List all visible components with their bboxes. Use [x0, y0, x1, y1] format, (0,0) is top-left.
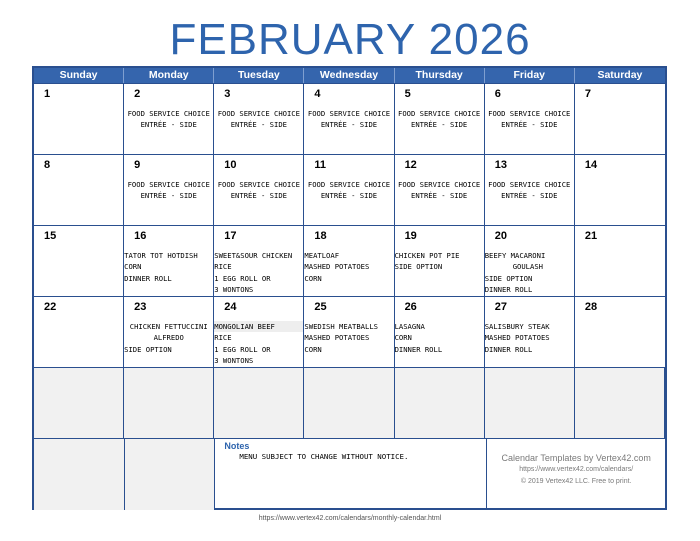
menu-line: ENTRÉE - SIDE: [320, 191, 378, 201]
day-cell[interactable]: [395, 155, 485, 225]
day-cell[interactable]: [304, 84, 394, 154]
menu-text: [304, 179, 393, 202]
menu-text: [214, 108, 303, 131]
menu-text: [395, 108, 484, 131]
menu-line: ENTRÉE - SIDE: [320, 120, 378, 130]
menu-line: TATOR TOT HOTDISH: [124, 251, 198, 260]
menu-line: RICE: [214, 333, 232, 343]
weekday-tuesday: Tuesday: [214, 68, 304, 83]
menu-line: CORN: [124, 262, 142, 272]
day-number: 16: [134, 230, 147, 242]
menu-text: [395, 321, 484, 355]
weekday-saturday: Saturday: [597, 69, 643, 81]
menu-text: [485, 179, 574, 202]
notes-row: [34, 438, 665, 510]
weekday-friday: Friday: [485, 68, 575, 83]
menu-line: 1 EGG ROLL OR: [214, 273, 271, 283]
menu-line: CORN: [394, 333, 412, 343]
day-number: 26: [404, 301, 417, 313]
day-number: 5: [404, 88, 411, 100]
empty-day-cell: [395, 368, 485, 438]
weekday-monday: Monday: [124, 68, 214, 83]
menu-line: RICE: [214, 262, 232, 272]
menu-text: [485, 250, 574, 295]
day-number: 8: [44, 159, 51, 171]
day-cell[interactable]: [304, 155, 394, 225]
menu-line: CORN: [304, 273, 322, 283]
menu-line: BEEFY MACARONI: [484, 251, 546, 260]
menu-line: CHICKEN FETTUCCINI: [129, 322, 208, 331]
weekday-thursday: Thursday: [395, 68, 485, 83]
menu-line: 3 WONTONS: [214, 284, 254, 294]
menu-line: MONGOLIAN BEEF: [214, 321, 303, 332]
day-cell[interactable]: [575, 226, 665, 296]
day-number: 24: [224, 301, 237, 313]
day-number: 12: [404, 159, 417, 171]
day-number: 22: [44, 301, 57, 313]
day-number: 17: [224, 230, 237, 242]
menu-text: [395, 250, 484, 273]
day-cell[interactable]: [485, 226, 575, 296]
menu-line: ENTRÉE - SIDE: [230, 120, 287, 130]
page-title: FEBRUARY 2026: [169, 15, 531, 64]
menu-text: [124, 108, 213, 131]
day-cell[interactable]: [214, 226, 304, 296]
day-cell[interactable]: [304, 297, 394, 367]
notes-section: [215, 439, 487, 510]
credit-url[interactable]: https://www.vertex42.com/calendars/: [519, 466, 634, 473]
menu-line: SIDE OPTION: [484, 273, 533, 283]
week-row: [34, 296, 665, 367]
menu-line: FOOD SERVICE CHOICE: [398, 109, 481, 118]
day-cell[interactable]: [124, 297, 214, 367]
day-cell[interactable]: [485, 84, 575, 154]
menu-text: [485, 321, 574, 355]
day-cell[interactable]: [34, 297, 124, 367]
empty-day-cell: [304, 368, 394, 438]
day-number: 21: [584, 230, 598, 242]
menu-line: FOOD SERVICE CHOICE: [307, 109, 391, 118]
credits-section: [487, 439, 665, 510]
menu-line: ALFREDO: [153, 333, 184, 343]
notes-text: MENU SUBJECT TO CHANGE WITHOUT NOTICE.: [239, 452, 409, 461]
day-cell[interactable]: [395, 297, 485, 367]
day-number: 6: [494, 88, 501, 100]
day-number: 20: [494, 230, 507, 242]
credit-title: Calendar Templates by Vertex42.com: [501, 453, 651, 463]
menu-text: [124, 179, 213, 202]
menu-line: 1 EGG ROLL OR: [214, 344, 271, 354]
day-number: 10: [224, 159, 237, 171]
menu-line: FOOD SERVICE CHOICE: [127, 180, 210, 189]
menu-line: ENTRÉE - SIDE: [140, 191, 197, 201]
day-cell[interactable]: [214, 297, 304, 367]
menu-line: FOOD SERVICE CHOICE: [217, 180, 300, 189]
day-cell[interactable]: [575, 84, 665, 154]
day-number: 28: [584, 301, 598, 313]
day-number: 23: [134, 301, 147, 313]
day-cell[interactable]: [34, 84, 124, 154]
menu-line: ENTRÉE - SIDE: [501, 120, 558, 130]
day-number: 18: [314, 230, 327, 242]
day-cell[interactable]: [575, 155, 665, 225]
day-cell[interactable]: [214, 155, 304, 225]
menu-line: FOOD SERVICE CHOICE: [217, 109, 300, 118]
day-number: 14: [584, 159, 598, 171]
menu-line: FOOD SERVICE CHOICE: [307, 180, 391, 189]
menu-line: SWEDISH MEATBALLS: [304, 322, 378, 331]
day-cell[interactable]: [575, 297, 665, 367]
empty-week-row: [34, 367, 665, 438]
menu-text: [214, 179, 303, 202]
menu-line: MASHED POTATOES: [304, 262, 370, 272]
week-row: [34, 83, 665, 154]
notes-label: Notes: [224, 441, 250, 451]
day-number: 9: [134, 159, 141, 171]
menu-text: [395, 179, 484, 202]
day-cell[interactable]: [304, 226, 394, 296]
day-cell[interactable]: [395, 84, 485, 154]
week-row: [34, 154, 665, 225]
menu-line: SALISBURY STEAK: [484, 322, 550, 331]
empty-day-cell: [485, 368, 575, 438]
menu-line: DINNER ROLL: [484, 344, 533, 354]
empty-day-cell: [34, 439, 125, 510]
menu-text: [485, 108, 574, 131]
menu-line: SWEET&SOUR CHICKEN: [214, 251, 293, 260]
menu-text: [214, 250, 303, 295]
menu-line: ENTRÉE - SIDE: [411, 120, 468, 130]
day-cell[interactable]: [124, 155, 214, 225]
day-cell[interactable]: [485, 297, 575, 367]
empty-day-cell: [34, 368, 124, 438]
menu-line: ENTRÉE - SIDE: [140, 120, 197, 130]
day-cell[interactable]: [124, 84, 214, 154]
day-cell[interactable]: [124, 226, 214, 296]
menu-line: DINNER ROLL: [394, 344, 443, 354]
menu-text: [124, 321, 213, 355]
menu-line: SIDE OPTION: [394, 262, 443, 272]
day-number: 4: [314, 88, 321, 100]
menu-text: [304, 321, 393, 355]
day-number: 13: [494, 159, 507, 171]
day-number: 3: [224, 88, 231, 100]
weekday-wednesday: Wednesday: [304, 68, 394, 83]
empty-day-cell: [125, 439, 216, 510]
day-number: 15: [44, 230, 57, 242]
menu-text: [124, 250, 213, 284]
empty-day-cell: [124, 368, 214, 438]
day-cell[interactable]: [485, 155, 575, 225]
menu-line: MASHED POTATOES: [304, 333, 370, 343]
day-number: 27: [494, 301, 507, 313]
menu-text: [304, 250, 393, 284]
day-number: 11: [314, 159, 327, 171]
day-cell[interactable]: [395, 226, 485, 296]
menu-text: [304, 108, 393, 131]
menu-line: FOOD SERVICE CHOICE: [488, 109, 571, 118]
day-number: 1: [44, 88, 51, 100]
credit-copyright: © 2019 Vertex42 LLC. Free to print.: [520, 478, 632, 485]
day-cell[interactable]: [214, 84, 304, 154]
menu-line: ENTRÉE - SIDE: [411, 191, 468, 201]
day-number: 2: [134, 88, 141, 100]
weekday-header: [34, 68, 665, 83]
empty-day-cell: [575, 368, 665, 438]
menu-line: ENTRÉE - SIDE: [501, 191, 558, 201]
day-number: 25: [314, 301, 327, 313]
menu-line: MEATLOAF: [304, 251, 340, 260]
menu-line: DINNER ROLL: [124, 273, 172, 283]
empty-day-cell: [214, 368, 304, 438]
day-number: 19: [404, 230, 417, 242]
menu-line: LASAGNA: [394, 322, 425, 331]
menu-line: GOULASH: [512, 262, 543, 272]
day-number: 7: [584, 88, 591, 100]
menu-line: FOOD SERVICE CHOICE: [488, 180, 571, 189]
day-cell[interactable]: [34, 155, 124, 225]
menu-line: SIDE OPTION: [124, 344, 172, 354]
menu-line: FOOD SERVICE CHOICE: [398, 180, 481, 189]
menu-line: 3 WONTONS: [214, 355, 254, 365]
menu-line: CORN: [304, 344, 322, 354]
menu-text: [214, 321, 303, 366]
footer-url[interactable]: https://www.vertex42.com/calendars/monthly-calendar.html: [258, 515, 442, 522]
day-cell[interactable]: [34, 226, 124, 296]
weekday-sunday: Sunday: [34, 68, 124, 83]
menu-line: ENTRÉE - SIDE: [230, 191, 287, 201]
menu-line: CHICKEN POT PIE: [394, 251, 460, 260]
week-row: [34, 225, 665, 296]
calendar-grid: [32, 66, 667, 510]
menu-line: FOOD SERVICE CHOICE: [127, 109, 210, 118]
menu-line: DINNER ROLL: [484, 284, 533, 294]
menu-line: MASHED POTATOES: [484, 333, 550, 343]
